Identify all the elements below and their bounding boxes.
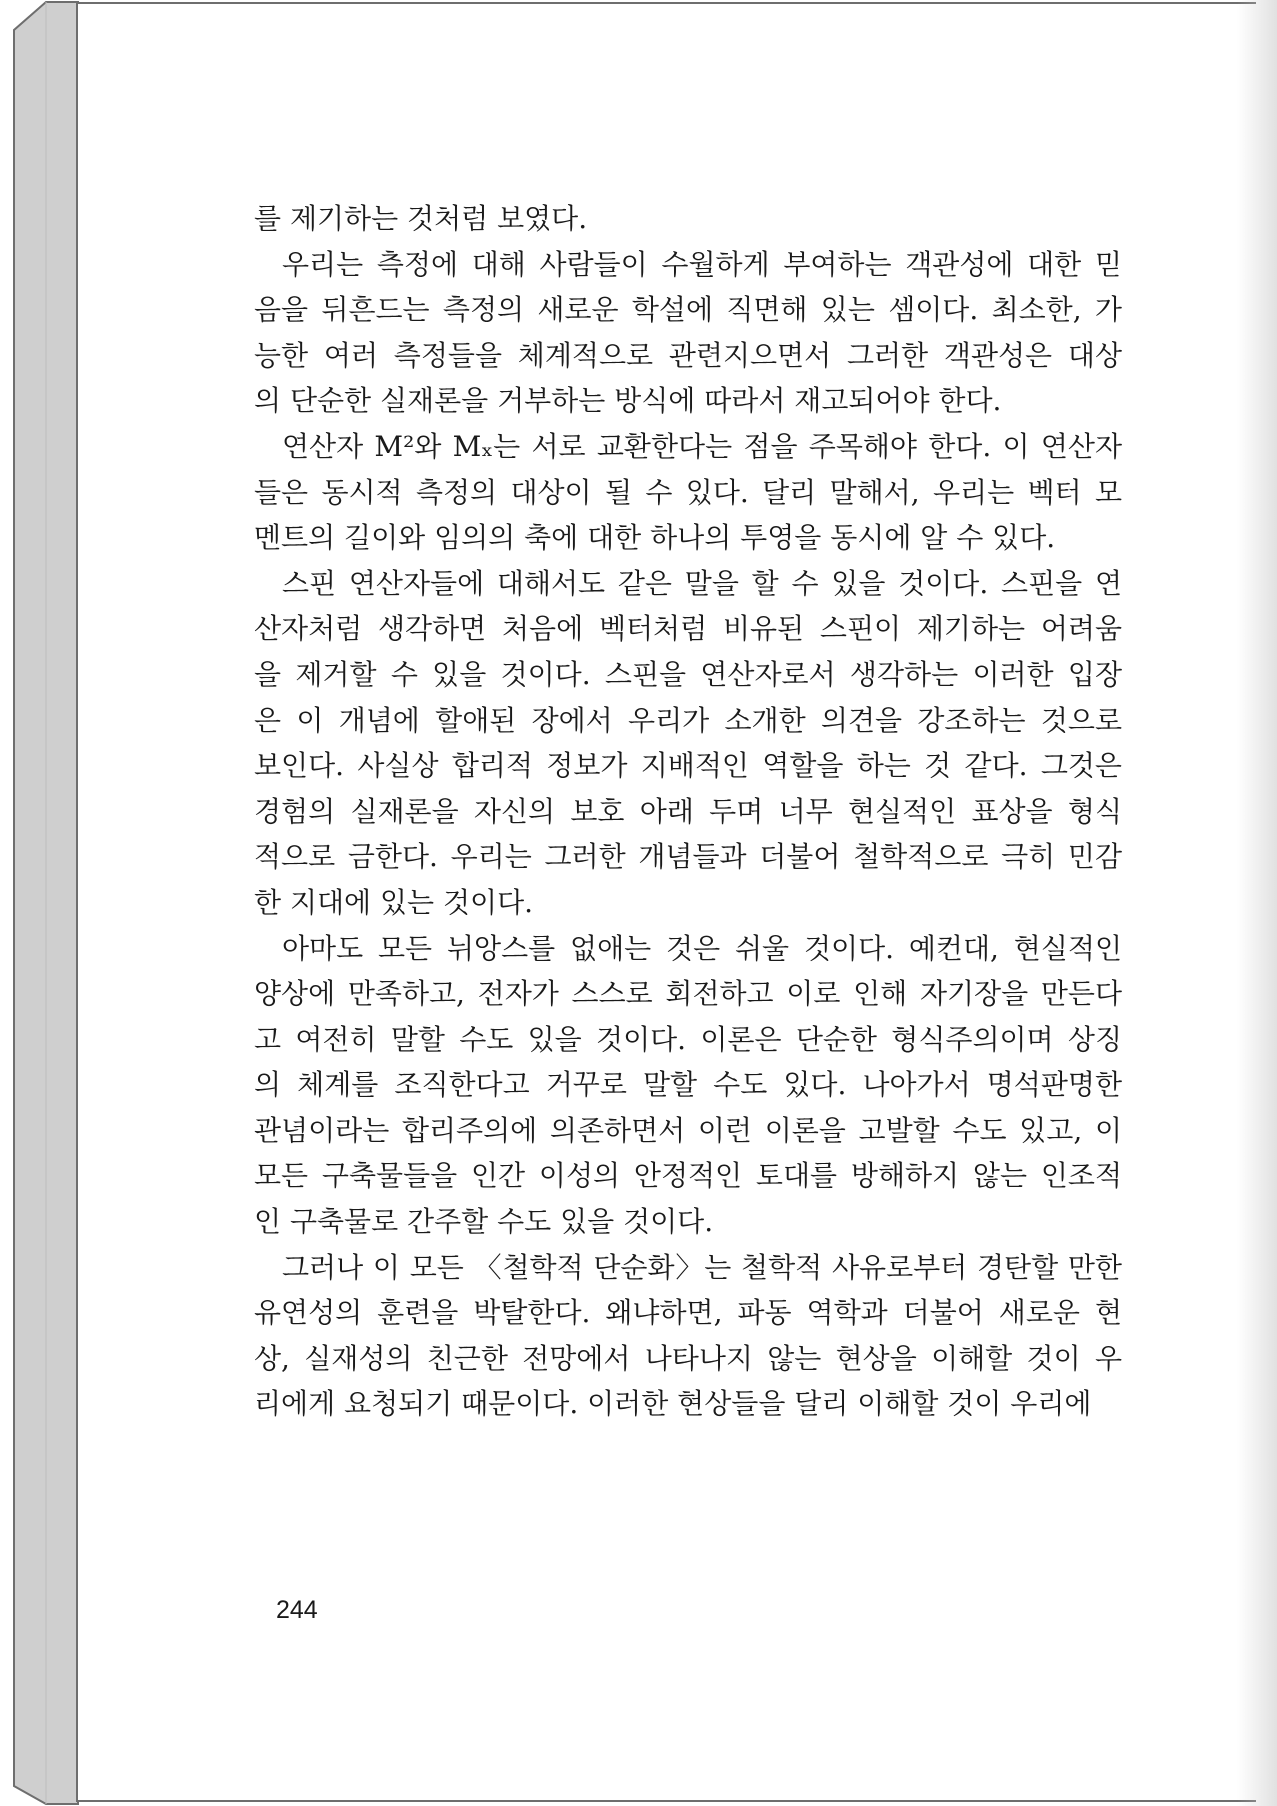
text-line: 들은 동시적 측정의 대상이 될 수 있다. 달리 말해서, 우리는 벡터 모: [254, 475, 1122, 509]
text-line: 의 체계를 조직한다고 거꾸로 말할 수도 있다. 나아가서 명석판명한: [254, 1068, 1122, 1102]
paragraph: [254, 926, 1122, 1245]
book-spine-edge: [0, 0, 80, 1806]
page-shadow: [1237, 0, 1277, 1806]
text-line: 상, 실재성의 친근한 전망에서 나타나지 않는 현상을 이해할 것이 우: [254, 1341, 1122, 1375]
text-line: 아마도 모든 뉘앙스를 없애는 것은 쉬울 것이다. 예컨대, 현실적인: [282, 931, 1122, 965]
text-line: 은 이 개념에 할애된 장에서 우리가 소개한 의견을 강조하는 것으로: [254, 703, 1122, 737]
body-text: [254, 196, 1122, 1427]
paragraph: [254, 1245, 1122, 1427]
paragraph: [254, 561, 1122, 926]
text-line: 관념이라는 합리주의에 의존하면서 이런 이론을 고발할 수도 있고, 이: [254, 1113, 1122, 1147]
text-line: 산자처럼 생각하면 처음에 벡터처럼 비유된 스핀이 제기하는 어려움: [254, 612, 1122, 646]
text-line: 우리는 측정에 대해 사람들이 수월하게 부여하는 객관성에 대한 믿: [282, 247, 1122, 281]
text-line: 한 지대에 있는 것이다.: [254, 885, 534, 919]
text-line: 적으로 금한다. 우리는 그러한 개념들과 더불어 철학적으로 극히 민감: [254, 840, 1122, 874]
text-line: 모든 구축물들을 인간 이성의 안정적인 토대를 방해하지 않는 인조적: [254, 1159, 1122, 1193]
text-line: 연산자 M²와 Mₓ는 서로 교환한다는 점을 주목해야 한다. 이 연산자: [282, 429, 1122, 463]
text-line: 경험의 실재론을 자신의 보호 아래 두며 너무 현실적인 표상을 형식: [254, 794, 1122, 828]
text-line: 음을 뒤흔드는 측정의 새로운 학설에 직면해 있는 셈이다. 최소한, 가: [254, 293, 1122, 327]
paragraph: [254, 424, 1122, 561]
text-line: 의 단순한 실재론을 거부하는 방식에 따라서 재고되어야 한다.: [254, 384, 1002, 418]
text-line: 인 구축물로 간주할 수도 있을 것이다.: [254, 1205, 714, 1239]
text-line: 스핀 연산자들에 대해서도 같은 말을 할 수 있을 것이다. 스핀을 연: [282, 566, 1122, 600]
text-line: 능한 여러 측정들을 체계적으로 관련지으면서 그러한 객관성은 대상: [254, 338, 1122, 372]
text-line: 유연성의 훈련을 박탈한다. 왜냐하면, 파동 역학과 더불어 새로운 현: [254, 1296, 1122, 1330]
text-line: 멘트의 길이와 임의의 축에 대한 하나의 투영을 동시에 알 수 있다.: [254, 521, 1056, 555]
paragraph: [254, 242, 1122, 424]
text-line: 보인다. 사실상 합리적 정보가 지배적인 역할을 하는 것 같다. 그것은: [254, 749, 1122, 783]
text-line: 을 제거할 수 있을 것이다. 스핀을 연산자로서 생각하는 이러한 입장: [254, 657, 1122, 691]
text-line: 리에게 요청되기 때문이다. 이러한 현상들을 달리 이해할 것이 우리에: [254, 1387, 1092, 1421]
page-number: 244: [276, 1596, 318, 1624]
text-line: 고 여전히 말할 수도 있을 것이다. 이론은 단순한 형식주의이며 상징: [254, 1022, 1122, 1056]
text-line: 그러나 이 모든 〈철학적 단순화〉는 철학적 사유로부터 경탄할 만한: [282, 1250, 1122, 1284]
text-line: 를 제기하는 것처럼 보였다.: [254, 202, 588, 235]
text-line: 양상에 만족하고, 전자가 스스로 회전하고 이로 인해 자기장을 만든다: [254, 977, 1122, 1011]
paragraph: [254, 196, 1122, 242]
